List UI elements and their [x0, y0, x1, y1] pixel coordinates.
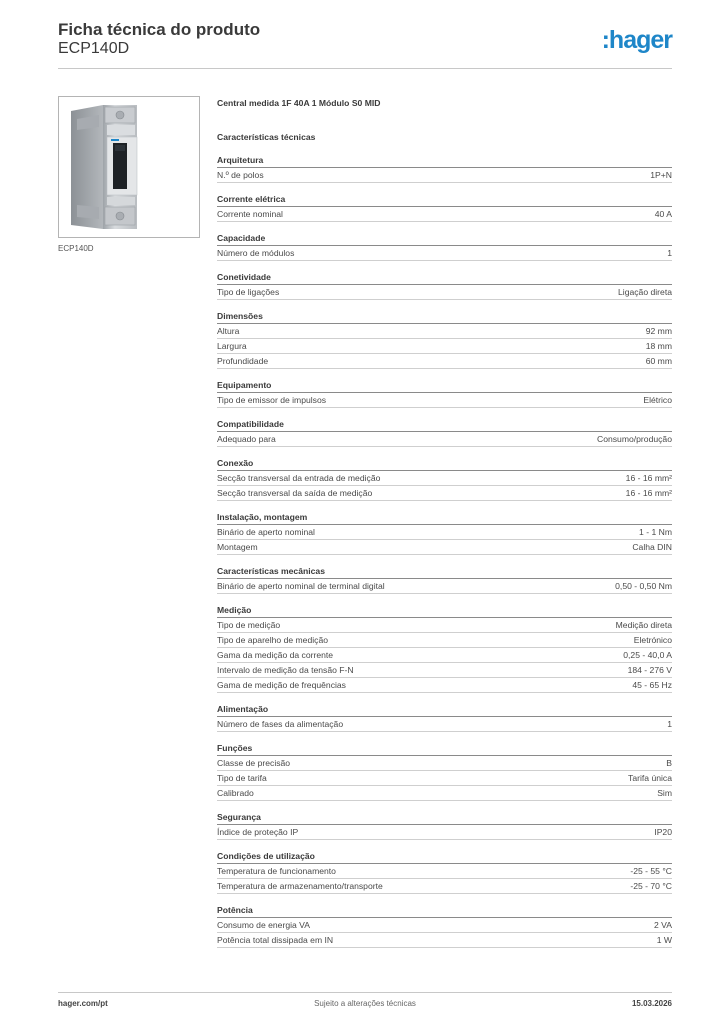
- document-title: Ficha técnica do produto: [58, 20, 261, 39]
- footer-disclaimer: Sujeito a alterações técnicas: [314, 999, 416, 1008]
- spec-label: Altura: [217, 326, 240, 336]
- spec-row: [217, 825, 672, 840]
- spec-label: Montagem: [217, 542, 258, 552]
- footer-divider: [58, 992, 672, 993]
- spec-row: [217, 246, 672, 261]
- spec-label: N.º de polos: [217, 170, 264, 180]
- spec-value: 92 mm: [645, 326, 672, 336]
- spec-label: Corrente nominal: [217, 209, 283, 219]
- spec-row: [217, 879, 672, 894]
- spec-row: [217, 285, 672, 300]
- spec-row: [217, 756, 672, 771]
- spec-value: Eletrónico: [633, 635, 672, 645]
- energy-meter-illustration: [59, 97, 199, 237]
- spec-row: [217, 678, 672, 693]
- spec-label: Potência total dissipada em IN: [217, 935, 334, 945]
- footer-website: hager.com/pt: [58, 999, 108, 1008]
- spec-row: [217, 471, 672, 486]
- spec-label: Binário de aperto nominal de terminal digital: [217, 581, 385, 591]
- spec-group: [217, 565, 672, 594]
- spec-value: -25 - 55 °C: [630, 866, 672, 876]
- spec-group-title: Potência: [217, 904, 672, 918]
- spec-label: Gama de medição de frequências: [217, 680, 346, 690]
- hager-logo: :hager: [601, 26, 672, 54]
- spec-label: Secção transversal da entrada de medição: [217, 473, 381, 483]
- spec-group: [217, 271, 672, 300]
- spec-label: Largura: [217, 341, 247, 351]
- spec-value: 18 mm: [645, 341, 672, 351]
- spec-row: [217, 324, 672, 339]
- spec-value: 1 - 1 Nm: [639, 527, 672, 537]
- technical-specs: [217, 96, 672, 948]
- spec-group: [217, 811, 672, 840]
- spec-row: [217, 486, 672, 501]
- spec-label: Classe de precisão: [217, 758, 291, 768]
- spec-row: [217, 393, 672, 408]
- spec-group: [217, 604, 672, 693]
- spec-row: [217, 168, 672, 183]
- spec-row: [217, 579, 672, 594]
- spec-group-title: Condições de utilização: [217, 850, 672, 864]
- product-code: ECP140D: [58, 40, 130, 57]
- spec-label: Adequado para: [217, 434, 276, 444]
- spec-group: [217, 232, 672, 261]
- spec-label: Profundidade: [217, 356, 269, 366]
- spec-value: 2 VA: [654, 920, 672, 930]
- spec-label: Intervalo de medição da tensão F-N: [217, 665, 354, 675]
- spec-row: [217, 918, 672, 933]
- spec-group: [217, 511, 672, 555]
- spec-row: [217, 432, 672, 447]
- spec-group-title: Instalação, montagem: [217, 511, 672, 525]
- spec-group: [217, 703, 672, 732]
- spec-group-title: Conetividade: [217, 271, 672, 285]
- spec-label: Tipo de emissor de impulsos: [217, 395, 327, 405]
- page-header: [58, 20, 672, 68]
- spec-value: B: [666, 758, 672, 768]
- spec-group-title: Funções: [217, 742, 672, 756]
- spec-label: Tipo de medição: [217, 620, 281, 630]
- spec-label: Secção transversal da saída de medição: [217, 488, 373, 498]
- spec-group: [217, 418, 672, 447]
- spec-row: [217, 864, 672, 879]
- spec-row: [217, 618, 672, 633]
- spec-label: Tipo de aparelho de medição: [217, 635, 328, 645]
- spec-value: Elétrico: [643, 395, 672, 405]
- spec-value: Ligação direta: [618, 287, 672, 297]
- spec-row: [217, 771, 672, 786]
- spec-group: [217, 154, 672, 183]
- spec-value: IP20: [654, 827, 672, 837]
- spec-group-title: Conexão: [217, 457, 672, 471]
- spec-row: [217, 339, 672, 354]
- spec-row: [217, 207, 672, 222]
- spec-group-title: Equipamento: [217, 379, 672, 393]
- spec-group-title: Arquitetura: [217, 154, 672, 168]
- spec-row: [217, 717, 672, 732]
- spec-group-title: Capacidade: [217, 232, 672, 246]
- spec-groups: [217, 154, 672, 948]
- spec-group: [217, 742, 672, 801]
- spec-row: [217, 786, 672, 801]
- spec-value: 0,50 - 0,50 Nm: [615, 581, 672, 591]
- spec-row: [217, 648, 672, 663]
- spec-row: [217, 354, 672, 369]
- spec-group-title: Corrente elétrica: [217, 193, 672, 207]
- spec-value: 1 W: [656, 935, 672, 945]
- spec-label: Binário de aperto nominal: [217, 527, 315, 537]
- spec-label: Gama da medição da corrente: [217, 650, 334, 660]
- spec-label: Calibrado: [217, 788, 254, 798]
- spec-value: 0,25 - 40,0 A: [623, 650, 672, 660]
- spec-value: 1: [667, 719, 672, 729]
- spec-group: [217, 850, 672, 894]
- spec-value: 1: [667, 248, 672, 258]
- spec-label: Temperatura de armazenamento/transporte: [217, 881, 383, 891]
- spec-group-title: Dimensões: [217, 310, 672, 324]
- image-caption: ECP140D: [58, 244, 94, 253]
- spec-value: Medição direta: [615, 620, 672, 630]
- spec-group-title: Medição: [217, 604, 672, 618]
- product-name: Central medida 1F 40A 1 Módulo S0 MID: [217, 98, 381, 108]
- spec-row: [217, 663, 672, 678]
- spec-row: [217, 933, 672, 948]
- spec-value: 184 - 276 V: [627, 665, 672, 675]
- spec-group: [217, 193, 672, 222]
- spec-label: Consumo de energia VA: [217, 920, 310, 930]
- spec-group-title: Características mecânicas: [217, 565, 672, 579]
- spec-group: [217, 379, 672, 408]
- product-image: [58, 96, 200, 238]
- spec-label: Tipo de ligações: [217, 287, 280, 297]
- spec-row: [217, 633, 672, 648]
- spec-value: 60 mm: [645, 356, 672, 366]
- spec-group: [217, 457, 672, 501]
- spec-label: Temperatura de funcionamento: [217, 866, 336, 876]
- footer-date: 15.03.2026: [631, 999, 672, 1008]
- spec-label: Índice de proteção IP: [217, 827, 299, 837]
- spec-value: Calha DIN: [632, 542, 672, 552]
- spec-group-title: Compatibilidade: [217, 418, 672, 432]
- section-title: Características técnicas: [217, 132, 316, 142]
- spec-value: 16 - 16 mm²: [625, 488, 672, 498]
- spec-label: Número de fases da alimentação: [217, 719, 344, 729]
- page-footer: [58, 999, 672, 1011]
- spec-value: 16 - 16 mm²: [625, 473, 672, 483]
- spec-group-title: Alimentação: [217, 703, 672, 717]
- spec-value: Tarifa única: [628, 773, 672, 783]
- spec-value: Sim: [657, 788, 672, 798]
- spec-value: 45 - 65 Hz: [632, 680, 672, 690]
- spec-value: -25 - 70 °C: [630, 881, 672, 891]
- header-divider: [58, 68, 672, 69]
- spec-group-title: Segurança: [217, 811, 672, 825]
- spec-label: Tipo de tarifa: [217, 773, 267, 783]
- spec-label: Número de módulos: [217, 248, 295, 258]
- spec-value: 40 A: [654, 209, 672, 219]
- spec-value: Consumo/produção: [596, 434, 672, 444]
- spec-group: [217, 310, 672, 369]
- spec-row: [217, 525, 672, 540]
- spec-group: [217, 904, 672, 948]
- spec-row: [217, 540, 672, 555]
- spec-value: 1P+N: [650, 170, 672, 180]
